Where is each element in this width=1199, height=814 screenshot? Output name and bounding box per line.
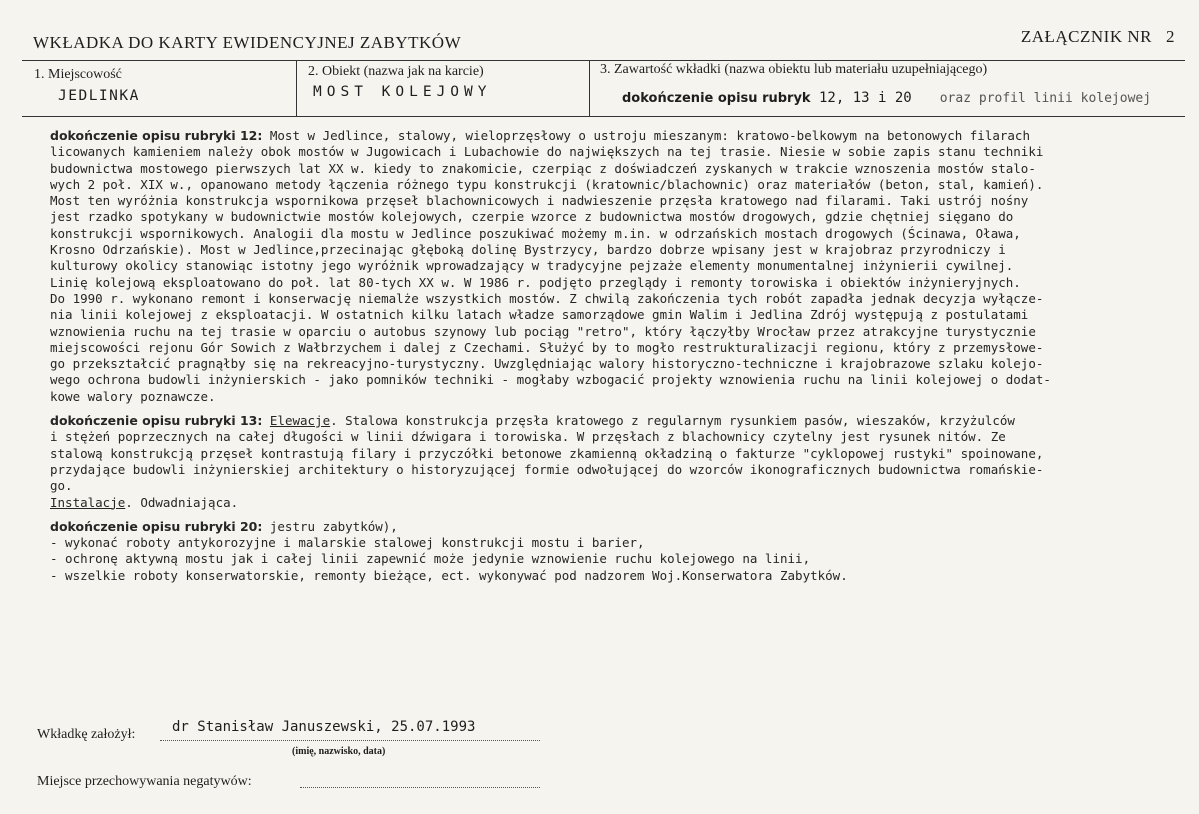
section12-line: wznowienia ruchu na tej trasie w oparciu o autobus szynowy lub pociąg "retro", który łączyłby Wrocław przez atrakcyjne turystycznie xyxy=(50,323,1036,339)
section13-line: go. xyxy=(50,478,73,494)
installations-label: Instalacje xyxy=(50,494,126,510)
section20-line: - wszelkie roboty konserwatorskie, remonty bieżące, ect. wykonywać pod nadzorem Woj.Konserwatora Zabytków. xyxy=(50,567,848,583)
document-title: WKŁADKA DO KARTY EWIDENCYJNEJ ZABYTKÓW xyxy=(33,33,462,52)
section13-line: stalową konstrukcją przęseł kontrastują filary i przyczółki betonowe zkamienną okładziną o fakturze "cyklopowej rustyki" spoinowane, xyxy=(50,445,1044,461)
locality-value: JEDLINKA xyxy=(58,88,140,104)
section12-heading: dokończenie opisu rubryki 12: xyxy=(50,128,263,143)
annex-label xyxy=(1021,27,1175,47)
section12-line: Linię kolejową eksploatowano do poł. lat 80-tych XX w. W 1986 r. podjęto przeglądy i remonty torowiska i obiektów inżynieryjnych. xyxy=(50,274,1021,290)
annex-text: ZAŁĄCZNIK NR xyxy=(1020,27,1152,46)
insert-content-suffix: oraz profil linii kolejowej xyxy=(939,91,1152,106)
section12-line: go przekształcić pragnąłby się na rekreacyjno-turystyczny. Uwzględniając walory historyczno-techniczne i krajobrazowe szlaku kolejo- xyxy=(50,356,1044,372)
section12-line: konstrukcji wspornikowych. Analogii dla mostu w Jedlince poszukiwać możemy m.in. w odrzańskich mostach drogowych (Ścinawa, Oława, xyxy=(50,225,1021,241)
locality-label: 1. Miejscowość xyxy=(34,67,122,82)
author-sublabel: (imię, nazwisko, data) xyxy=(292,746,386,757)
section13-line: przydające budowli inżynierskiej architektury o historyzującej formie odwołującej do wzorców ikonograficznych budownictwa romańskie- xyxy=(50,461,1044,477)
insert-content-numbers: 12, 13 i 20 xyxy=(810,90,912,106)
author-label: Wkładkę założył: xyxy=(37,727,136,742)
section12-line: budownictwa mostowego pierwszych lat XX w. kiedy to znakomicie, czerpiąc z doświadczeń zyskanych w trakcie wznoszenia mostów stalo- xyxy=(50,160,1036,176)
top-rule xyxy=(22,60,1185,61)
section12-line: licowanych kamieniem należy obok mostów w Jugowicach i Lubachowie do największych na tej trasie. Niesie w sobie zapis stanu techniki xyxy=(50,144,1044,160)
section-gap xyxy=(50,511,1175,519)
field-divider-2 xyxy=(589,60,590,116)
section12-line: kowe walory poznawcze. xyxy=(50,388,216,404)
section12-line: wego ochrona budowli inżynierskich - jako pomników techniki - mogłaby wzbogacić projekty wznowienia ruchu na linii kolejowej o dodat- xyxy=(50,372,1051,388)
section12-line: wych 2 poł. XIX w., opanowano metody łączenia różnego typu konstrukcji (kratownic/blachownic) oraz materiałów (beton, stal, kamień). xyxy=(50,176,1044,192)
author-value: dr Stanisław Januszewski, 25.07.1993 xyxy=(172,719,476,735)
section20-heading: dokończenie opisu rubryki 20: xyxy=(50,518,263,534)
section12-line: Most ten wyróżnia konstrukcja wspornikowa przęseł blachownicowych i nadwieszenie przęsła kratowego nad filarami. Taki ustrój nośny xyxy=(50,193,1029,209)
elevations-label: Elewacje xyxy=(269,413,331,429)
insert-content-label: 3. Zawartość wkładki (nazwa obiektu lub materiału uzupełniającego) xyxy=(600,62,988,77)
section12-line: Krosno Odrzańskie). Most w Jedlince,przecinając głęboką dolinę Bystrzycy, bardzo dobrze wpisany jest w krajobraz przyrodniczy i xyxy=(50,242,1006,258)
author-dotted-line xyxy=(160,740,540,741)
description-body xyxy=(50,128,1175,584)
section12-line: miejscowości rejonu Gór Sowich z Wałbrzychem i dalej z Czechami. Służyć by to mogło restrukturalizacji regionu, który z przemysłowe- xyxy=(50,339,1044,355)
field-divider-1 xyxy=(296,60,297,116)
section12-line: jest rzadko spotykany w budownictwie mostów kolejowych, czerpie wzorce z budownictwa mostów drogowych, gdzie chętniej sięgano do xyxy=(50,209,1014,225)
section12-line: nia linii kolejowej z eksploatacji. W ostatnich kilku latach władze samorządowe gmin Walim i Jedlina Zdrój występują z postulatami xyxy=(50,307,1029,323)
section-gap xyxy=(50,405,1175,413)
section12-line: dokończenie opisu rubryki 12: Most w Jedlince, stalowy, wieloprzęsłowy o ustroju mieszanym: kratowo-belkowym na betonowych filarach xyxy=(50,128,1030,143)
annex-number: 2 xyxy=(1166,27,1175,46)
section20-line: dokończenie opisu rubryki 20: jestru zabytków), xyxy=(50,518,398,534)
fields-bottom-rule xyxy=(22,116,1185,117)
object-label: 2. Obiekt (nazwa jak na karcie) xyxy=(308,64,484,79)
section12-line: Do 1990 r. wykonano remont i konserwację niemalże wszystkich mostów. Z chwilą zakończenia tych robót zapadła jednak decyzja wyłącze- xyxy=(50,290,1044,306)
storage-dotted-line xyxy=(300,787,540,788)
insert-content-value xyxy=(622,90,1151,106)
section20-line: - ochronę aktywną mostu jak i całej linii zapewnić może jedynie wznowienie ruchu kolejowego na linii, xyxy=(50,551,811,567)
installations-line: Instalacje. Odwadniająca. xyxy=(50,494,239,510)
section13-line: dokończenie opisu rubryki 13: Elewacje. Stalowa konstrukcja przęsła kratowego z regularnym rysunkiem pasów, wieszaków, krzyżulców xyxy=(50,413,1015,429)
section12-line: kulturowy okolicy stanowiąc istotny jego wyróżnik wprowadzający w tradycyjne pejzaże elementy monumentalnej inżynierii cywilnej. xyxy=(50,258,1014,274)
section13-heading: dokończenie opisu rubryki 13: xyxy=(50,413,263,429)
storage-label: Miejsce przechowywania negatywów: xyxy=(37,774,252,789)
section13-line: i stężeń poprzecznych na całej długości w linii dźwigara i torowiska. W przęsłach z blachownicy czytelny jest rysunek nitów. Ze xyxy=(50,429,1006,445)
insert-content-bold: dokończenie opisu rubryk xyxy=(622,91,811,106)
object-value: MOST KOLEJOWY xyxy=(313,84,492,100)
section20-line: - wykonać roboty antykorozyjne i malarskie stalowej konstrukcji mostu i barier, xyxy=(50,535,645,551)
